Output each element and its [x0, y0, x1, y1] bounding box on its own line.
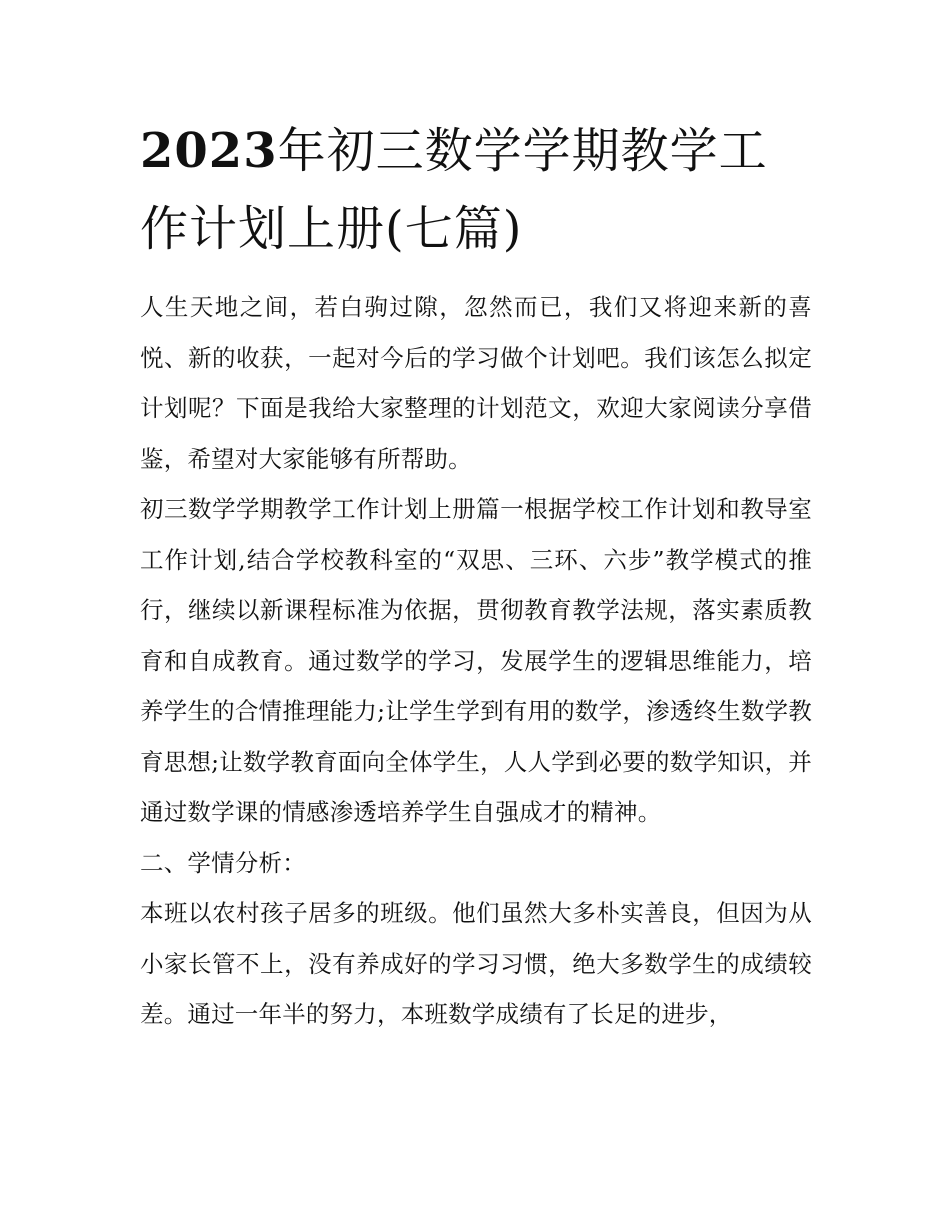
intro-paragraph: 人生天地之间，若白驹过隙，忽然而已，我们又将迎来新的喜悦、新的收获，一起对今后的学习做个计划吧。我们该怎么拟定计划呢？下面是我给大家整理的计划范文，欢迎大家阅读分享借鉴，希望对大家能够有所帮助。: [140, 293, 812, 473]
body-paragraph: 本班以农村孩子居多的班级。他们虽然大多朴实善良，但因为从小家长管不上，没有养成好的学习习惯，绝大多数学生的成绩较差。通过一年半的努力，本班数学成绩有了长足的进步，: [140, 899, 812, 1028]
section-heading: 二、学情分析：: [140, 848, 306, 877]
title-year: 2023: [140, 123, 278, 179]
document-page: [140, 112, 812, 1040]
body-paragraph: 初三数学学期教学工作计划上册篇一根据学校工作计划和教导室工作计划,结合学校教科室的“双思、三环、六步”教学模式的推行，继续以新课程标准为依据，贯彻教育教学法规，落实素质教育和自成教育。通过数学的学习，发展学生的逻辑思维能力，培养学生的合情推理能力;让学生学到有用的数学，渗透终生数学教育思想;让数学教育面向全体学生，人人学到必要的数学知识，并通过数学课的情感渗透培养学生自强成才的精神。: [140, 495, 812, 826]
title-text: 年初三数学学期教学工作计划上册(七篇): [140, 123, 768, 257]
document-title: [140, 112, 812, 268]
